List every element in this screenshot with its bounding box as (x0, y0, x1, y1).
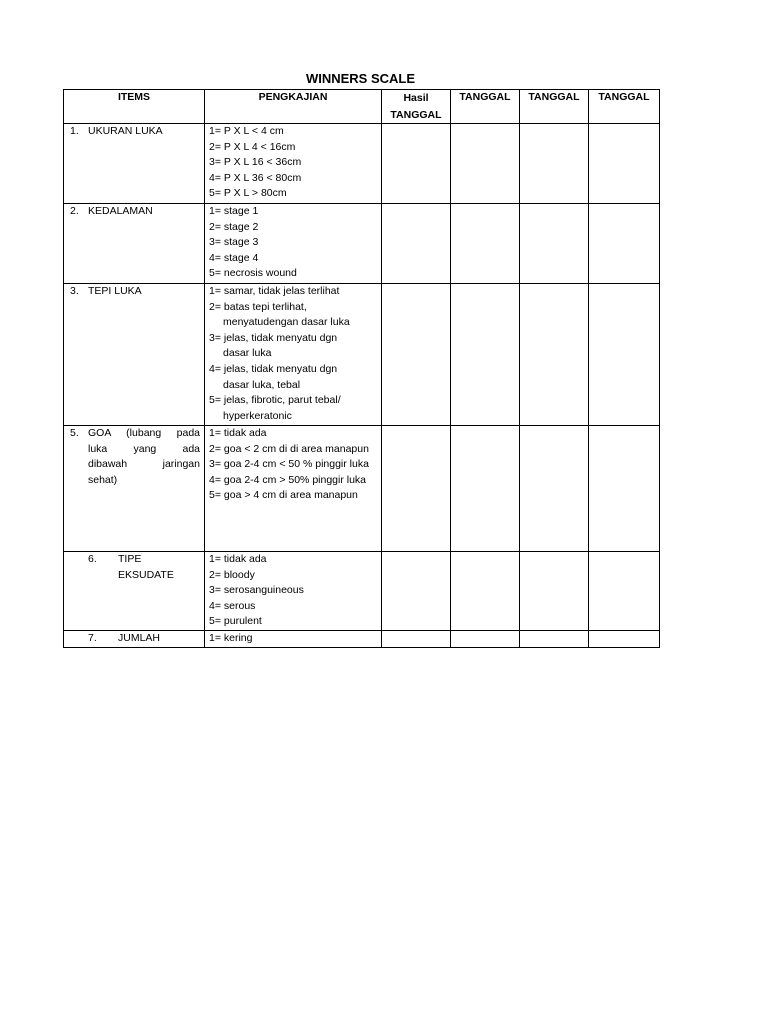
item-label-line: luka yang ada (88, 442, 200, 455)
option-first-line: 4= jelas, tidak menyatu dgn (209, 362, 338, 375)
table-row (64, 426, 660, 552)
option-text: 3= P X L 16 < 36cm (209, 156, 302, 169)
tanggal-cell[interactable] (520, 631, 589, 648)
option-continuation: dasar luka, tebal (223, 378, 301, 391)
item-label-line: sehat) (88, 473, 118, 486)
option-text: 2= stage 2 (209, 220, 259, 233)
option-first-line: 5= jelas, fibrotic, parut tebal/ (209, 394, 341, 407)
option-continuation: hyperkeratonic (223, 409, 292, 422)
hasil-cell[interactable] (382, 124, 451, 204)
table-row (64, 124, 660, 204)
option-continuation: dasar luka (223, 347, 272, 360)
pengkajian-cell (205, 631, 382, 648)
tanggal-cell[interactable] (520, 284, 589, 426)
item-label: UKURAN LUKA (88, 125, 163, 137)
option-text: 1= tidak ada (209, 553, 267, 565)
option-text: 1= kering (209, 632, 253, 644)
table-row (64, 631, 660, 648)
tanggal-cell[interactable] (520, 204, 589, 284)
tanggal-cell[interactable] (589, 284, 660, 426)
winners-scale-table (63, 89, 660, 648)
option-text: 2= bloody (209, 568, 255, 581)
item-number: 3. (70, 285, 79, 297)
option-text: 3= goa 2-4 cm < 50 % pinggir luka (209, 458, 369, 471)
tanggal-cell[interactable] (589, 631, 660, 648)
tanggal-cell[interactable] (451, 552, 520, 631)
item-label: KEDALAMAN (88, 205, 153, 217)
item-cell (64, 124, 205, 204)
option-text: 5= goa > 4 cm di area manapun (209, 489, 358, 502)
item-number: 7. (88, 632, 97, 644)
header-tanggal-2: TANGGAL (520, 90, 589, 124)
item-label-line: GOA (lubang pada (88, 427, 200, 439)
header-tanggal-3: TANGGAL (589, 90, 660, 124)
item-label: TEPI LUKA (88, 285, 142, 297)
option-text: 4= P X L 36 < 80cm (209, 171, 302, 184)
item-cell (64, 631, 205, 648)
tanggal-cell[interactable] (451, 426, 520, 552)
item-cell (64, 426, 205, 552)
table-row (64, 552, 660, 631)
tanggal-cell[interactable] (520, 552, 589, 631)
tanggal-cell[interactable] (520, 124, 589, 204)
item-number: 1. (70, 125, 79, 137)
header-pengkajian: PENGKAJIAN (205, 90, 382, 124)
pengkajian-cell (205, 204, 382, 284)
option-first-line: 3= jelas, tidak menyatu dgn (209, 331, 338, 344)
tanggal-cell[interactable] (520, 426, 589, 552)
hasil-cell[interactable] (382, 631, 451, 648)
header-tanggal-1: TANGGAL (451, 90, 520, 124)
tanggal-cell[interactable] (451, 284, 520, 426)
tanggal-cell[interactable] (451, 124, 520, 204)
item-number: 5. (70, 427, 79, 439)
pengkajian-cell (205, 284, 382, 426)
pengkajian-cell (205, 426, 382, 552)
item-number: 2. (70, 205, 79, 217)
item-label: JUMLAH (118, 632, 161, 644)
item-cell (64, 284, 205, 426)
option-text: 1= stage 1 (209, 205, 259, 217)
item-number: 6. (88, 553, 97, 565)
option-text: 3= stage 3 (209, 236, 259, 249)
option-continuation: menyatudengan dasar luka (223, 316, 350, 329)
option-text: 5= purulent (209, 615, 262, 628)
tanggal-cell[interactable] (451, 631, 520, 648)
hasil-cell[interactable] (382, 204, 451, 284)
item-label: TIPE EKSUDATE (118, 553, 174, 581)
option-text: 3= serosanguineous (209, 584, 304, 597)
option-text (209, 393, 377, 424)
tanggal-cell[interactable] (589, 204, 660, 284)
tanggal-cell[interactable] (589, 426, 660, 552)
option-text (209, 362, 377, 393)
hasil-cell[interactable] (382, 552, 451, 631)
tanggal-cell[interactable] (589, 124, 660, 204)
option-text: 2= goa < 2 cm di di area manapun (209, 442, 369, 455)
header-hasil-tanggal (382, 90, 451, 124)
option-text: 5= necrosis wound (209, 267, 297, 280)
option-text (209, 300, 377, 331)
item-label (88, 426, 200, 488)
pengkajian-cell (205, 124, 382, 204)
option-text (209, 331, 377, 362)
option-text: 5= P X L > 80cm (209, 187, 287, 200)
header-hasil-line2: TANGGAL (390, 108, 442, 121)
option-first-line: 1= samar, tidak jelas terlihat (209, 285, 340, 297)
table-header-row (64, 90, 660, 124)
table-row (64, 284, 660, 426)
option-text: 2= P X L 4 < 16cm (209, 140, 296, 153)
item-cell (64, 552, 205, 631)
pengkajian-cell (205, 552, 382, 631)
option-text: 1= P X L < 4 cm (209, 125, 284, 137)
header-hasil-line1: Hasil (403, 92, 429, 104)
option-first-line: 2= batas tepi terlihat, (209, 300, 307, 313)
option-text: 4= serous (209, 599, 256, 612)
header-items: ITEMS (64, 90, 205, 124)
option-text (209, 284, 377, 300)
option-text: 4= stage 4 (209, 251, 259, 264)
item-label-line: dibawah jaringan (88, 458, 200, 471)
hasil-cell[interactable] (382, 426, 451, 552)
option-text: 4= goa 2-4 cm > 50% pinggir luka (209, 473, 367, 486)
table-row (64, 204, 660, 284)
option-text: 1= tidak ada (209, 427, 267, 439)
tanggal-cell[interactable] (589, 552, 660, 631)
tanggal-cell[interactable] (451, 204, 520, 284)
form-title: WINNERS SCALE (305, 71, 416, 86)
hasil-cell[interactable] (382, 284, 451, 426)
item-cell (64, 204, 205, 284)
